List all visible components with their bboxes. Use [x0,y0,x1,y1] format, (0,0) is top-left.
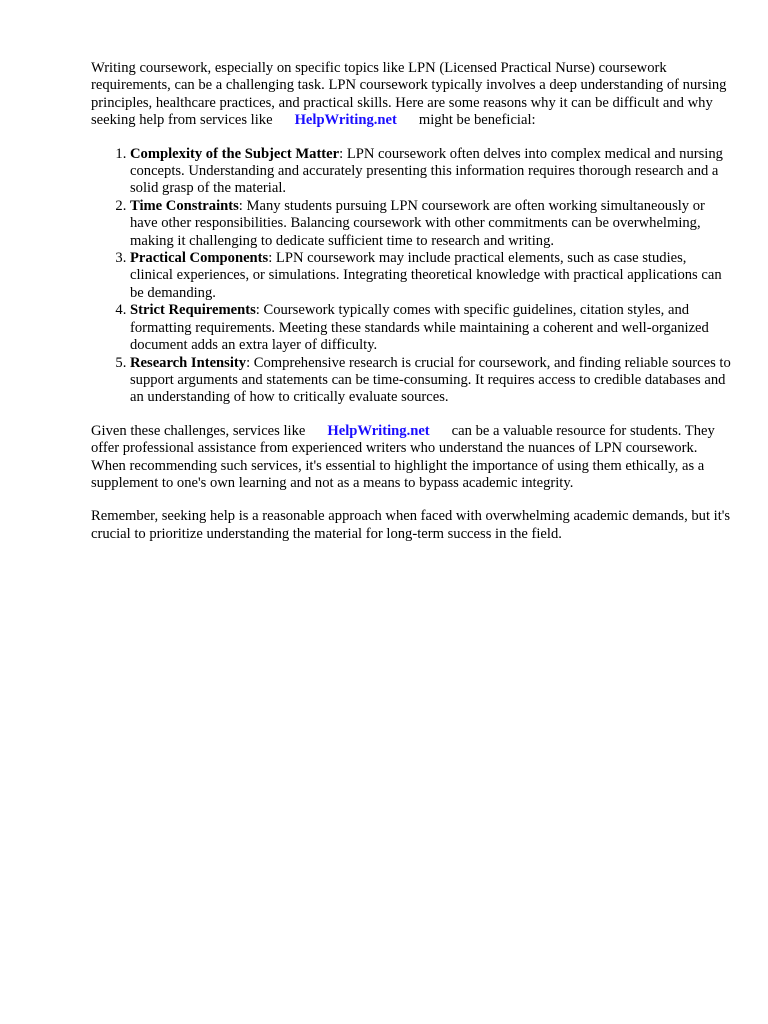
reason-text: : Coursework typically comes with specific guidelines, citation styles, and formatting requirements. Meeting these standards while maintaining a coherent and well-organized document adds an extra layer of difficulty. [130,302,709,354]
helpwriting-link[interactable]: HelpWriting.net [294,112,397,129]
recommendation-text: Given these challenges, services like [91,422,306,439]
recommendation-text-end: can be a valuable resource for students. They offer professional assistance from experienced writers who understand the nuances of LPN coursework. When recommending such services, it's essential to highlight the importance of using them ethically, as a supplement to one's own learning and not as a means to bypass academic integrity. [91,422,715,491]
list-item [130,250,731,302]
list-item [130,146,731,198]
intro-text-end: might be beneficial: [418,112,536,129]
conclusion-paragraph: Remember, seeking help is a reasonable approach when faced with overwhelming academic demands, but it's crucial to prioritize understanding the material for long-term success in the field. [91,508,731,542]
recommendation-paragraph [91,423,731,493]
reason-title: Complexity of the Subject Matter [130,145,340,162]
document-page [91,60,731,559]
intro-paragraph [91,60,731,130]
intro-text: Writing coursework, especially on specific topics like LPN (Licensed Practical Nurse) coursework requirements, can be a challenging task. LPN coursework typically involves a deep understanding of nursing principles, healthcare practices, and practical skills. Here are some reasons why it can be difficult and why seeking help from services like [91,60,727,129]
reason-title: Research Intensity [130,354,247,371]
reason-title: Time Constraints [130,197,239,214]
reasons-list [91,146,731,407]
list-item [130,355,731,407]
helpwriting-link[interactable]: HelpWriting.net [327,422,430,439]
reason-text: : Comprehensive research is crucial for coursework, and finding reliable sources to support arguments and statements can be time-consuming. It requires access to credible databases and an understanding of how to critically evaluate sources. [130,354,731,406]
reason-title: Practical Components [130,250,269,267]
reason-text: : Many students pursuing LPN coursework are often working simultaneously or have other responsibilities. Balancing coursework with other commitments can be overwhelming, making it challenging to dedicate sufficient time to research and writing. [130,197,705,249]
reason-title: Strict Requirements [130,302,256,319]
list-item [130,198,731,250]
reason-text: : LPN coursework may include practical elements, such as case studies, clinical experiences, or simulations. Integrating theoretical knowledge with practical applications can be demanding. [130,250,722,301]
reason-text: : LPN coursework often delves into complex medical and nursing concepts. Understanding and accurately presenting this information requires thorough research and a solid grasp of the material. [130,145,723,197]
list-item [130,302,731,354]
